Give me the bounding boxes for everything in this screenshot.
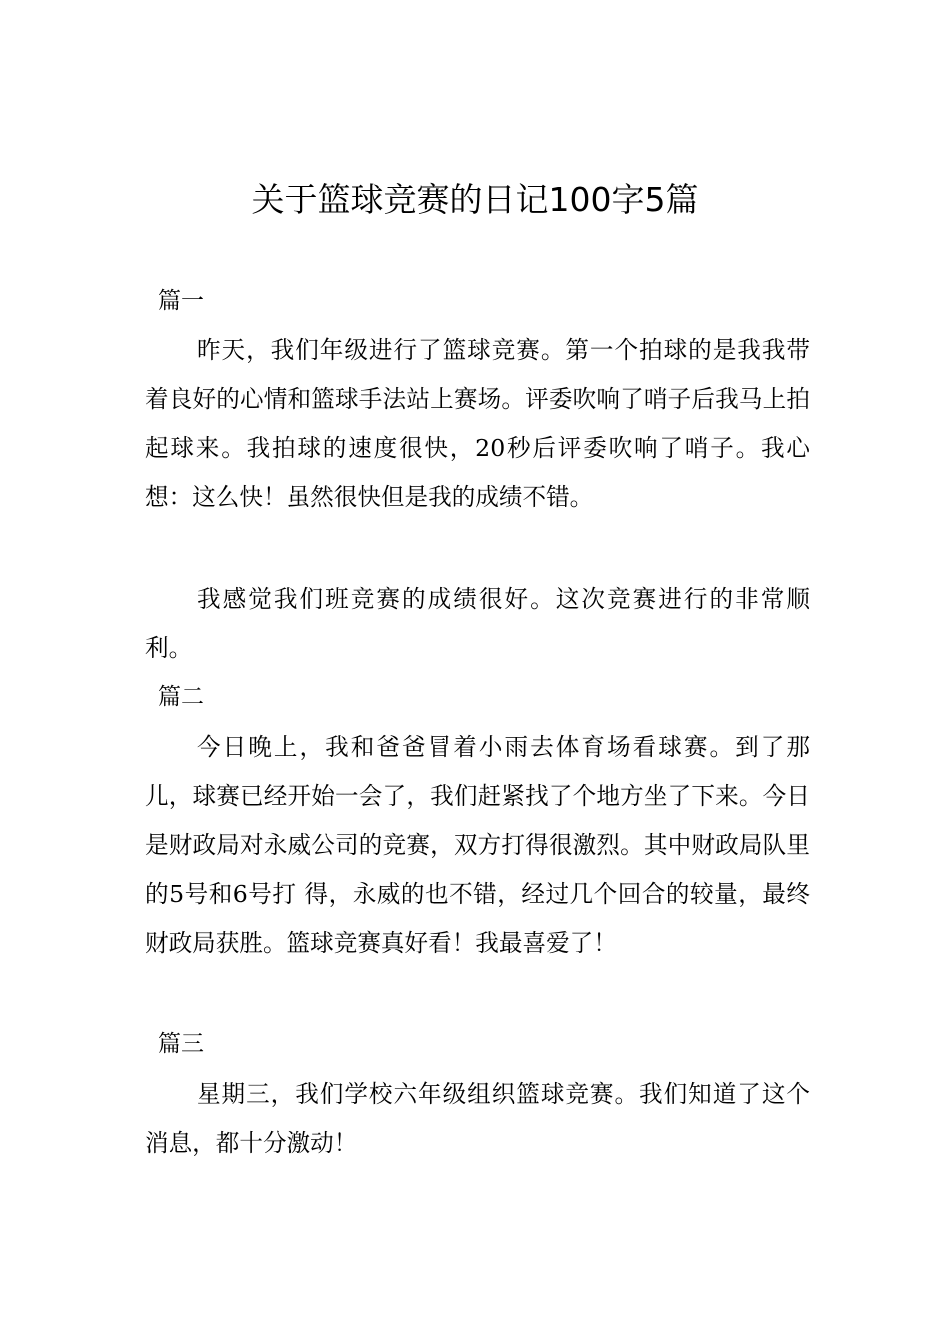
section-2-paragraph-1: 今日晚上，我和爸爸冒着小雨去体育场看球赛。到了那儿，球赛已经开始一会了，我们赶紧找了个地方坐了下来。今日是财政局对永威公司的竞赛，双方打得很激烈。其中财政局队里的5号和6号打 得，永威的也不错，经过几个回合的较量，最终财政局获胜。篮球竞赛真好看！我最喜爱了！ [145, 733, 810, 957]
section-1-paragraph-2: 我感觉我们班竞赛的成绩很好。这次竞赛进行的非常顺利。 [145, 585, 810, 662]
section-heading-3: 篇三 [158, 1031, 204, 1057]
section-3-paragraph-1: 星期三，我们学校六年级组织篮球竞赛。我们知道了这个消息，都十分激动！ [145, 1080, 810, 1157]
section-heading-2: 篇二 [158, 684, 204, 710]
document-title: 关于篮球竞赛的日记100字5篇 [251, 180, 699, 219]
section-1-paragraph-1: 昨天，我们年级进行了篮球竞赛。第一个拍球的是我我带着良好的心情和篮球手法站上赛场。评委吹响了哨子后我马上拍起球来。我拍球的速度很快，20秒后评委吹响了哨子。我心想：这么快！虽然很快但是我的成绩不错。 [145, 336, 810, 511]
section-heading-1: 篇一 [158, 288, 204, 314]
